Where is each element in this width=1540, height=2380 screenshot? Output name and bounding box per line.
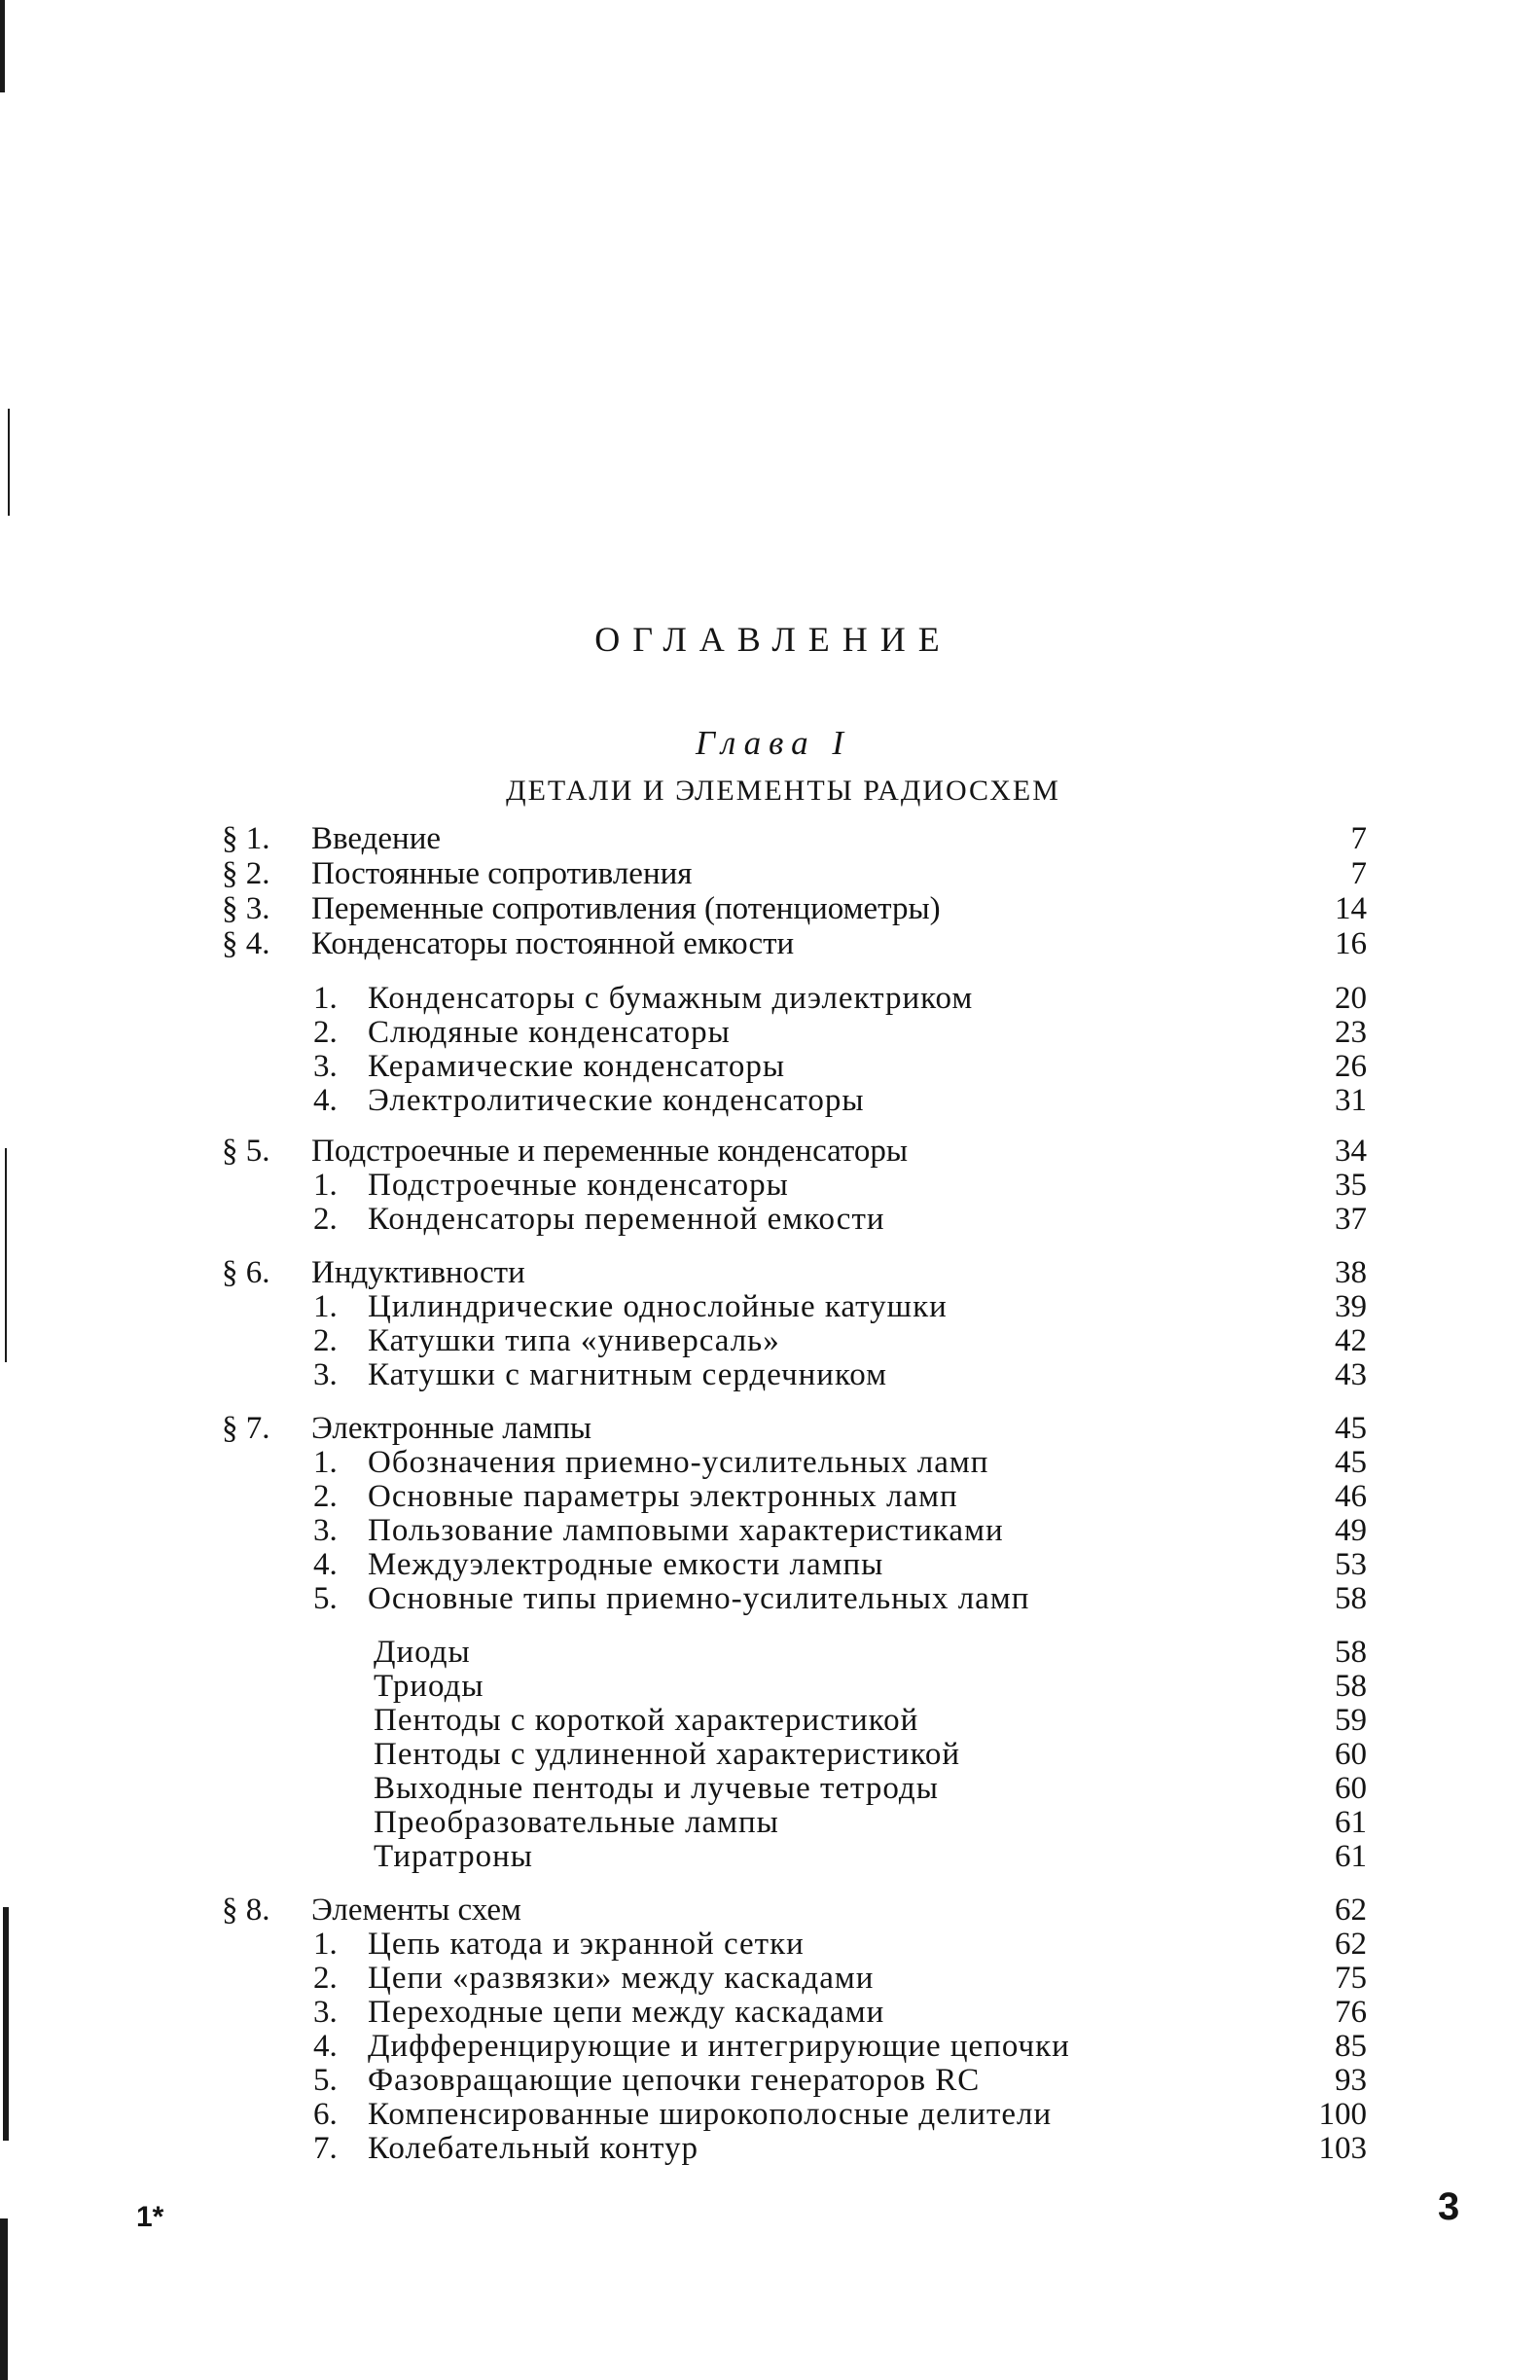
toc-entry-number: 4. (313, 2029, 338, 2064)
toc-entry-title: Диоды (374, 1635, 471, 1670)
toc-entry-number: 1. (313, 1927, 338, 1962)
toc-entry-page: 76 (1335, 1995, 1367, 2030)
toc-subentry (0, 2063, 1540, 2098)
toc-entry-number: 3. (313, 1995, 338, 2030)
toc-subentry (0, 1168, 1540, 1203)
toc-entry-title: Конденсаторы переменной емкости (368, 1202, 885, 1237)
toc-subentry (0, 2097, 1540, 2132)
toc-entry-title: Слюдяные конденсаторы (368, 1015, 731, 1050)
toc-entry-page: 39 (1335, 1289, 1367, 1324)
toc-entry-number: 1. (313, 1168, 338, 1203)
toc-entry-page: 85 (1335, 2029, 1367, 2064)
toc-subentry (0, 2131, 1540, 2166)
toc-subentry (0, 1015, 1540, 1050)
toc-entry-title: Основные параметры электронных ламп (368, 1479, 958, 1514)
toc-entry-number: § 8. (222, 1893, 270, 1928)
chapter-title: ДЕТАЛИ И ЭЛЕМЕНТЫ РАДИОСХЕМ (506, 775, 1060, 807)
toc-entry-number: 2. (313, 1479, 338, 1514)
toc-subentry (0, 1581, 1540, 1616)
toc-subentry (0, 1995, 1540, 2030)
toc-entry-number: 2. (313, 1323, 338, 1358)
toc-subentry (0, 1513, 1540, 1548)
toc-entry-title: Пентоды с короткой характеристикой (374, 1703, 919, 1738)
toc-entry-title: Катушки типа «универсаль» (368, 1323, 780, 1358)
toc-entry (0, 1134, 1540, 1169)
toc-entry-number: § 4. (222, 926, 270, 961)
toc-entry-page: 60 (1335, 1771, 1367, 1806)
toc-entry-number: § 7. (222, 1411, 270, 1446)
toc-entry-title: Фазовращающие цепочки генераторов RC (368, 2063, 981, 2098)
toc-entry-page: 23 (1335, 1015, 1367, 1050)
toc-entry-number: 2. (313, 1015, 338, 1050)
toc-entry-page: 26 (1335, 1049, 1367, 1084)
toc-entry-title: Компенсированные широкополосные делители (368, 2097, 1053, 2132)
toc-entry-title: Переходные цепи между каскадами (368, 1995, 885, 2030)
toc-entry-page: 45 (1335, 1411, 1367, 1446)
toc-entry-page: 62 (1335, 1893, 1367, 1928)
toc-entry-title: Цепь катода и экранной сетки (368, 1927, 805, 1962)
toc-entry-page: 31 (1335, 1083, 1367, 1118)
toc-entry (0, 1255, 1540, 1290)
toc-entry-title: Элементы схем (311, 1893, 521, 1928)
toc-entry-page: 7 (1350, 856, 1367, 891)
toc-entry-page: 53 (1335, 1547, 1367, 1582)
toc-entry-title: Подстроечные конденсаторы (368, 1168, 789, 1203)
toc-entry (0, 926, 1540, 961)
toc-entry-title: Триоды (374, 1669, 484, 1704)
toc-entry-page: 75 (1335, 1961, 1367, 1996)
toc-entry-title: Междуэлектродные емкости лампы (368, 1547, 884, 1582)
toc-item (0, 1635, 1540, 1670)
toc-entry-page: 58 (1335, 1669, 1367, 1704)
toc-entry-number: 2. (313, 1961, 338, 1996)
toc-entry-title: Цепи «развязки» между каскадами (368, 1961, 875, 1996)
toc-entry-title: Катушки с магнитным сердечником (368, 1357, 888, 1392)
toc-item (0, 1839, 1540, 1874)
toc-entry-title: Постоянные сопротивления (311, 856, 693, 891)
toc-entry-number: § 1. (222, 821, 270, 856)
toc-entry-title: Пользование ламповыми характеристиками (368, 1513, 1004, 1548)
scan-edge-artifact (0, 2218, 8, 2380)
toc-subentry (0, 1547, 1540, 1582)
toc-entry-number: § 3. (222, 891, 270, 926)
toc-entry (0, 1411, 1540, 1446)
toc-entry-title: Керамические конденсаторы (368, 1049, 786, 1084)
toc-entry-title: Дифференцирующие и интегрирующие цепочки (368, 2029, 1070, 2064)
toc-entry-page: 14 (1335, 891, 1367, 926)
toc-entry-number: 5. (313, 2063, 338, 2098)
toc-entry-page: 60 (1335, 1737, 1367, 1772)
toc-entry-title: Цилиндрические однослойные катушки (368, 1289, 948, 1324)
toc-entry (0, 821, 1540, 856)
toc-entry-title: Пентоды с удлиненной характеристикой (374, 1737, 961, 1772)
scan-edge-artifact (0, 0, 5, 92)
toc-entry-number: 5. (313, 1581, 338, 1616)
toc-subentry (0, 1927, 1540, 1962)
toc-subentry (0, 1357, 1540, 1392)
toc-subentry (0, 1445, 1540, 1480)
toc-entry-number: 3. (313, 1357, 338, 1392)
toc-entry-title: Подстроечные и переменные конденсаторы (311, 1134, 909, 1169)
signature-mark: 1* (136, 2201, 164, 2233)
toc-entry-page: 93 (1335, 2063, 1367, 2098)
toc-subentry (0, 1961, 1540, 1996)
toc-entry-page: 103 (1318, 2131, 1367, 2166)
toc-entry-number: § 2. (222, 856, 270, 891)
toc-subentry (0, 1289, 1540, 1324)
toc-entry-title: Основные типы приемно-усилительных ламп (368, 1581, 1030, 1616)
toc-entry-title: Переменные сопротивления (потенциометры) (311, 891, 941, 926)
toc-subentry (0, 981, 1540, 1016)
toc-entry-title: Конденсаторы постоянной емкости (311, 926, 795, 961)
toc-entry-page: 100 (1318, 2097, 1367, 2132)
toc-entry-page: 58 (1335, 1635, 1367, 1670)
toc-entry-page: 7 (1350, 821, 1367, 856)
toc-entry-title: Индуктивности (311, 1255, 525, 1290)
toc-entry-page: 35 (1335, 1168, 1367, 1203)
toc-entry-title: Введение (311, 821, 442, 856)
toc-item (0, 1703, 1540, 1738)
toc-entry-number: § 5. (222, 1134, 270, 1169)
toc-entry-number: 3. (313, 1049, 338, 1084)
toc-subentry (0, 2029, 1540, 2064)
toc-entry-page: 38 (1335, 1255, 1367, 1290)
toc-subentry (0, 1202, 1540, 1237)
toc-entry-number: 7. (313, 2131, 338, 2166)
toc-entry-number: 4. (313, 1547, 338, 1582)
toc-entry-page: 61 (1335, 1805, 1367, 1840)
toc-entry-number: 2. (313, 1202, 338, 1237)
toc-entry-page: 45 (1335, 1445, 1367, 1480)
toc-item (0, 1805, 1540, 1840)
toc-entry-title: Обозначения приемно-усилительных ламп (368, 1445, 989, 1480)
toc-entry-page: 37 (1335, 1202, 1367, 1237)
toc-entry-page: 62 (1335, 1927, 1367, 1962)
toc-entry-number: 1. (313, 981, 338, 1016)
toc-item (0, 1771, 1540, 1806)
toc-entry-number: 1. (313, 1445, 338, 1480)
toc-entry-page: 43 (1335, 1357, 1367, 1392)
toc-entry-title: Преобразовательные лампы (374, 1805, 779, 1840)
toc-entry-page: 58 (1335, 1581, 1367, 1616)
toc-subentry (0, 1083, 1540, 1118)
page-number: 3 (1438, 2185, 1460, 2228)
toc-entry (0, 856, 1540, 891)
toc-entry-number: 4. (313, 1083, 338, 1118)
toc-subentry (0, 1323, 1540, 1358)
toc-entry-title: Конденсаторы с бумажным диэлектриком (368, 981, 974, 1016)
toc-entry-page: 34 (1335, 1134, 1367, 1169)
toc-subentry (0, 1479, 1540, 1514)
toc-entry-title: Электронные лампы (311, 1411, 592, 1446)
toc-item (0, 1737, 1540, 1772)
toc-entry-page: 49 (1335, 1513, 1367, 1548)
toc-entry (0, 1893, 1540, 1928)
toc-entry-page: 20 (1335, 981, 1367, 1016)
toc-entry-number: § 6. (222, 1255, 270, 1290)
toc-entry-number: 3. (313, 1513, 338, 1548)
toc-entry-page: 46 (1335, 1479, 1367, 1514)
toc-entry-page: 61 (1335, 1839, 1367, 1874)
toc-entry-page: 59 (1335, 1703, 1367, 1738)
toc-entry-page: 42 (1335, 1323, 1367, 1358)
toc-entry-title: Тиратроны (374, 1839, 533, 1874)
toc-entry-number: 1. (313, 1289, 338, 1324)
toc-entry-title: Электролитические конденсаторы (368, 1083, 865, 1118)
page-title: ОГЛАВЛЕНИЕ (594, 620, 952, 659)
toc-entry-page: 16 (1335, 926, 1367, 961)
toc-item (0, 1669, 1540, 1704)
scan-edge-artifact (8, 409, 10, 516)
toc-entry-title: Колебательный контур (368, 2131, 698, 2166)
toc-entry-number: 6. (313, 2097, 338, 2132)
toc-entry (0, 891, 1540, 926)
toc-entry-title: Выходные пентоды и лучевые тетроды (374, 1771, 939, 1806)
toc-subentry (0, 1049, 1540, 1084)
chapter-label: Глава I (695, 724, 852, 762)
